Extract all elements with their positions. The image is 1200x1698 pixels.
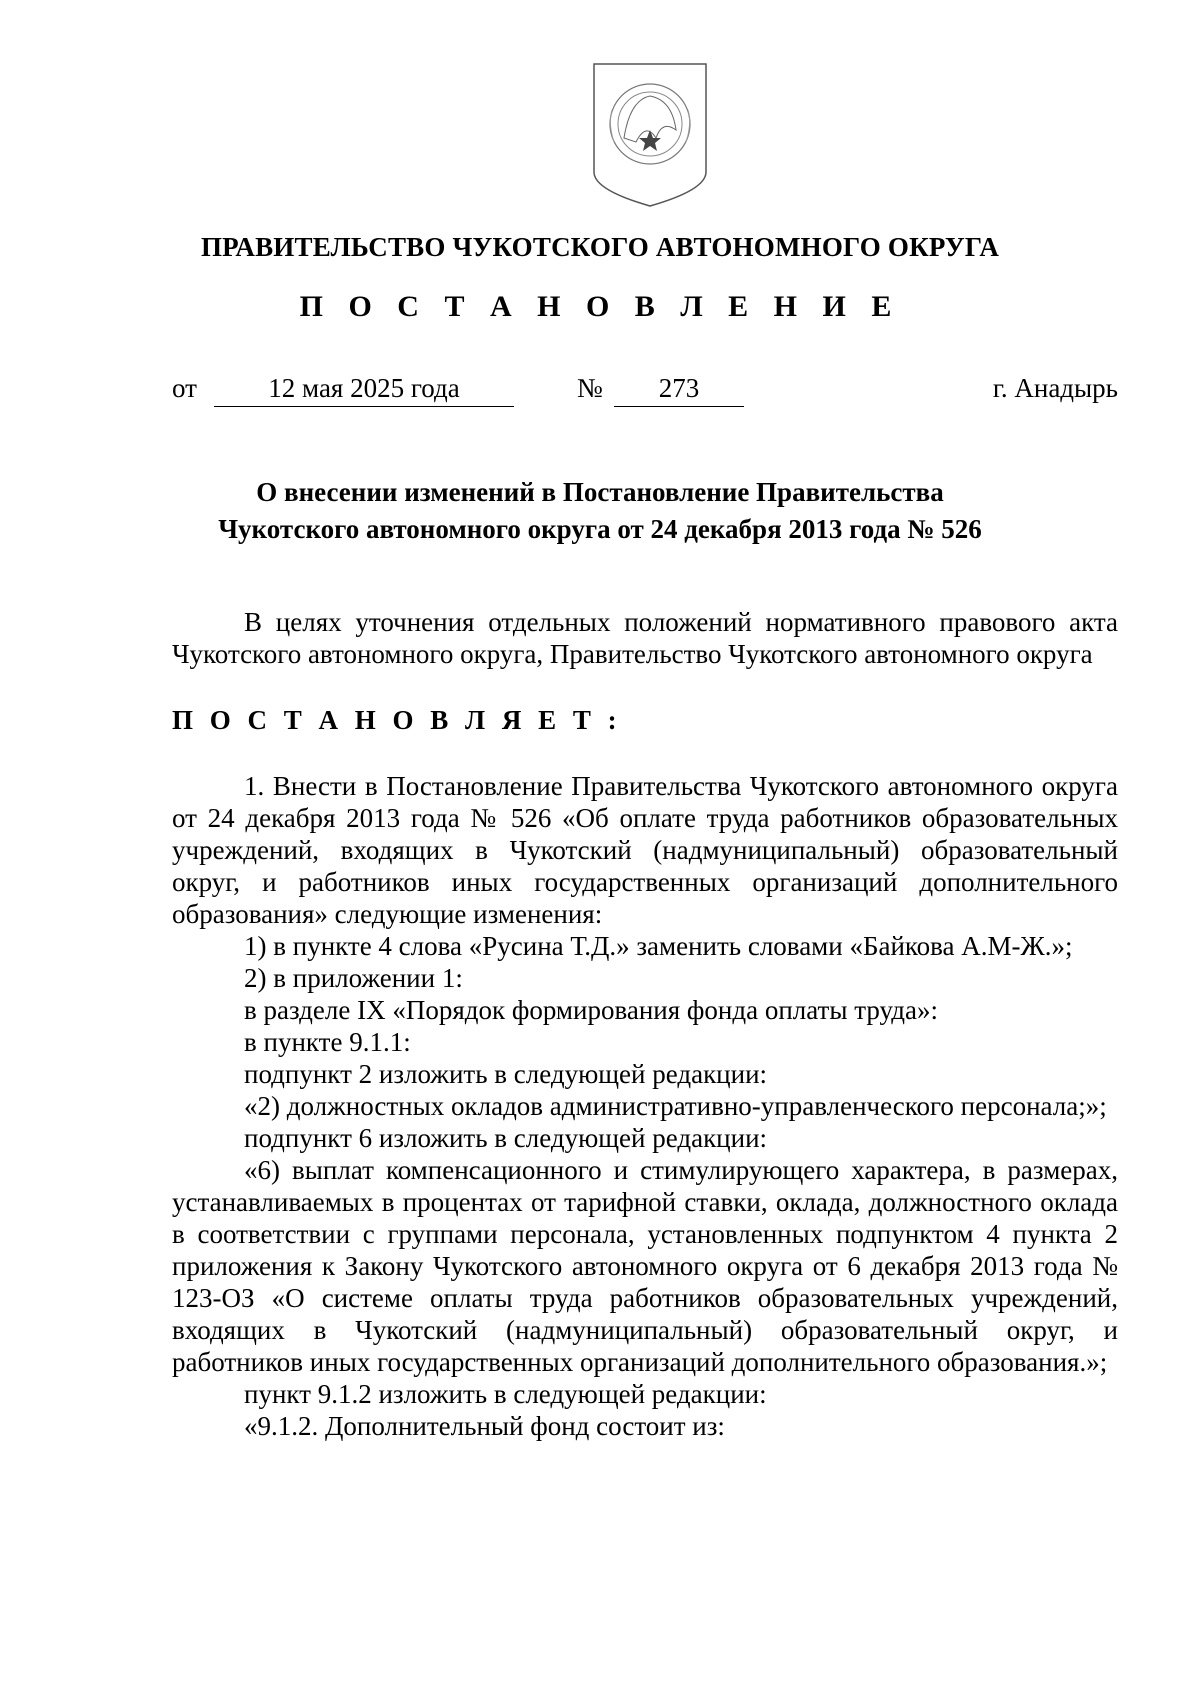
organization-title: ПРАВИТЕЛЬСТВО ЧУКОТСКОГО АВТОНОМНОГО ОКРУГА [200, 232, 1000, 262]
paragraph-8: подпункт 6 изложить в следующей редакции: [244, 1123, 768, 1153]
date-from-label: от [172, 373, 197, 403]
resolves-heading: П О С Т А Н О В Л Я Е Т : [172, 705, 622, 735]
paragraph-2: 1) в пункте 4 слова «Русина Т.Д.» заменить словами «Байкова А.М-Ж.»; [244, 931, 1073, 961]
coat-of-arms-icon [590, 60, 710, 210]
paragraph-7: «2) должностных окладов административно-управленческого персонала;»; [244, 1091, 1107, 1121]
paragraph-11: «9.1.2. Дополнительный фонд состоит из: [244, 1411, 725, 1441]
paragraph-3: 2) в приложении 1: [244, 963, 463, 993]
document-number: 273 [658, 373, 700, 403]
subject-line-1: О внесении изменений в Постановление Правительства [256, 477, 944, 507]
preamble-paragraph: В целях уточнения отдельных положений нормативного правового акта Чукотского автономного округа, Правительство Чукотского автономного округа [172, 607, 1118, 669]
paragraph-9: «6) выплат компенсационного и стимулирующего характера, в размерах, устанавливаемых в процентах от тарифной ставки, оклада, должностного оклада в соответствии с группами персонала, установленных подпунктом 4 пункта 2 приложения к Закону Чукотского автономного округа от 6 декабря 2013 года № 123-ОЗ «О системе оплаты труда работников образовательных учреждений, входящих в Чукотский (надмуниципальный) образовательный округ, и работников иных государственных организаций дополнительного образования.»; [172, 1155, 1118, 1377]
document-type-heading: П О С Т А Н О В Л Е Н И Е [299, 290, 901, 323]
paragraph-10: пункт 9.1.2 изложить в следующей редакции: [244, 1379, 767, 1409]
paragraph-1: 1. Внести в Постановление Правительства Чукотского автономного округа от 24 декабря 2013 года № 526 «Об оплате труда работников образовательных учреждений, входящих в Чукотский (надмуниципальный) образовательный округ, и работников иных государственных организаций дополнительного образования» следующие изменения: [172, 771, 1118, 929]
paragraph-4: в разделе IX «Порядок формирования фонда оплаты труда»: [244, 995, 939, 1025]
paragraph-5: в пункте 9.1.1: [244, 1027, 411, 1057]
subject-line-2: Чукотского автономного округа от 24 декабря 2013 года № 526 [218, 514, 982, 544]
number-underline [614, 406, 744, 407]
document-body [172, 606, 1118, 1442]
document-city: г. Анадырь [992, 373, 1118, 403]
number-label: № [577, 373, 603, 403]
paragraph-6: подпункт 2 изложить в следующей редакции: [244, 1059, 768, 1089]
document-subject [0, 474, 1200, 548]
date-underline [214, 406, 514, 407]
document-date: 12 мая 2025 года [268, 373, 460, 403]
